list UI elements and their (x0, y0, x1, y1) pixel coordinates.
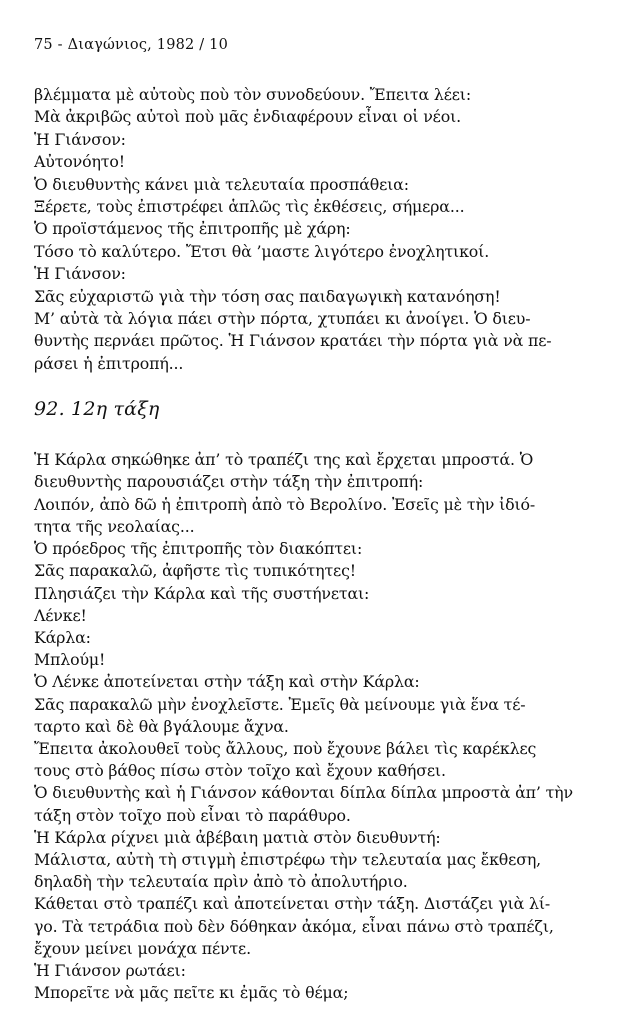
text-line: θυντὴς περνάει πρῶτος. Ἡ Γιάνσον κρατάει τὴν πόρτα γιὰ νὰ πε- (34, 331, 552, 351)
text-line: βλέμματα μὲ αὐτοὺς ποὺ τὸν συνοδεύουν. Ἔπειτα λέει: (34, 85, 472, 104)
text-line: Ὁ προϊστάμενος τῆς ἐπιτροπῆς μὲ χάρη: (34, 219, 351, 239)
text-line: Μπλούμ! (34, 650, 106, 670)
text-line: διευθυντὴς παρουσιάζει στὴν τάξη τὴν ἐπιτροπή: (34, 472, 424, 492)
text-line: γο. Τὰ τετράδια ποὺ δὲν δόθηκαν ἀκόμα, εἶναι πάνω στὸ τραπέζι, (34, 916, 554, 936)
page-header: 75 - Διαγώνιος, 1982 / 10 (34, 37, 229, 53)
text-line: Τόσο τὸ καλύτερο. Ἔτσι θὰ ’μαστε λιγότερο ἐνοχλητικοί. (34, 241, 490, 261)
text-line: Λένκε! (34, 605, 87, 625)
text-line: Κάρλα: (34, 627, 91, 647)
text-line: Ὁ διευθυντὴς κάνει μιὰ τελευταία προσπάθεια: (34, 174, 409, 194)
text-line: Λοιπόν, ἀπὸ δῶ ἡ ἐπιτροπὴ ἀπὸ τὸ Βερολίνο. Ἐσεῖς μὲ τὴν ἰδιό- (34, 494, 536, 514)
text-line: Κάθεται στὸ τραπέζι καὶ ἀποτείνεται στὴν τάξη. Διστάζει γιὰ λί- (34, 894, 551, 914)
text-line: τους στὸ βάθος πίσω στὸν τοῖχο καὶ ἔχουν καθήσει. (34, 761, 446, 781)
text-line: Σᾶς παρακαλῶ μὴν ἐνοχλεῖστε. Ἐμεῖς θὰ μείνουμε γιὰ ἕνα τέ- (34, 694, 526, 714)
text-line: ταρτο καὶ δὲ θὰ βγάλουμε ἄχνα. (34, 716, 289, 736)
text-line: Μ’ αὐτὰ τὰ λόγια πάει στὴν πόρτα, χτυπάει κι ἀνοίγει. Ὁ διευ- (34, 309, 531, 329)
text-line: Ἡ Κάρλα σηκώθηκε ἀπ’ τὸ τραπέζι της καὶ ἔρχεται μπροστά. Ὁ (34, 450, 534, 470)
text-line: Ἡ Γιάνσον: (34, 129, 126, 149)
text-line: ἔχουν μείνει μονάχα πέντε. (34, 938, 251, 958)
text-line: Ὁ πρόεδρος τῆς ἐπιτροπῆς τὸν διακόπτει: (34, 539, 363, 559)
text-line: Ἡ Γιάνσον ρωτάει: (34, 960, 186, 980)
text-line: Μπορεῖτε νὰ μᾶς πεῖτε κι ἐμᾶς τὸ θέμα; (34, 983, 349, 1003)
text-line: τητα τῆς νεολαίας... (34, 516, 195, 536)
book-page (34, 36, 599, 1004)
text-line: Ὁ Λένκε ἀποτείνεται στὴν τάξη καὶ στὴν Κάρλα: (34, 672, 420, 692)
text-line: Μὰ ἀκριβῶς αὐτοὶ ποὺ μᾶς ἐνδιαφέρουν εἶναι οἱ νέοι. (34, 107, 461, 127)
text-line: Ἡ Κάρλα ρίχνει μιὰ ἀβέβαιη ματιὰ στὸν διευθυντή: (34, 827, 441, 847)
text-line: Ξέρετε, τοὺς ἐπιστρέφει ἁπλῶς τὶς ἐκθέσεις, σήμερα... (34, 197, 465, 217)
text-line: ράσει ἡ ἐπιτροπή... (34, 353, 184, 373)
text-line: Αὐτονόητο! (34, 152, 125, 172)
text-line: Ὁ διευθυντὴς καὶ ἡ Γιάνσον κάθονται δίπλα δίπλα μπροστὰ ἀπ’ τὴν (34, 783, 573, 803)
text-block-2 (34, 449, 599, 1004)
text-line: Πλησιάζει τὴν Κάρλα καὶ τῆς συστήνεται: (34, 583, 370, 603)
text-line: Σᾶς εὐχαριστῶ γιὰ τὴν τόση σας παιδαγωγικὴ κατανόηση! (34, 286, 501, 306)
section-title: 92. 12η τάξη (34, 398, 160, 421)
text-line: Ἡ Γιάνσον: (34, 264, 126, 284)
text-line: τάξη στὸν τοῖχο ποὺ εἶναι τὸ παράθυρο. (34, 805, 351, 825)
text-line: δηλαδὴ τὴν τελευταία πρὶν ἀπὸ τὸ ἀπολυτήριο. (34, 872, 408, 892)
text-line: Μάλιστα, αὐτὴ τὴ στιγμὴ ἐπιστρέφω τὴν τελευταία μας ἔκθεση, (34, 849, 542, 869)
text-block-1 (34, 84, 599, 375)
text-line: Σᾶς παρακαλῶ, ἀφῆστε τὶς τυπικότητες! (34, 561, 356, 581)
text-line: Ἔπειτα ἀκολουθεῖ τοὺς ἄλλους, ποὺ ἔχουνε βάλει τὶς καρέκλες (34, 738, 537, 758)
